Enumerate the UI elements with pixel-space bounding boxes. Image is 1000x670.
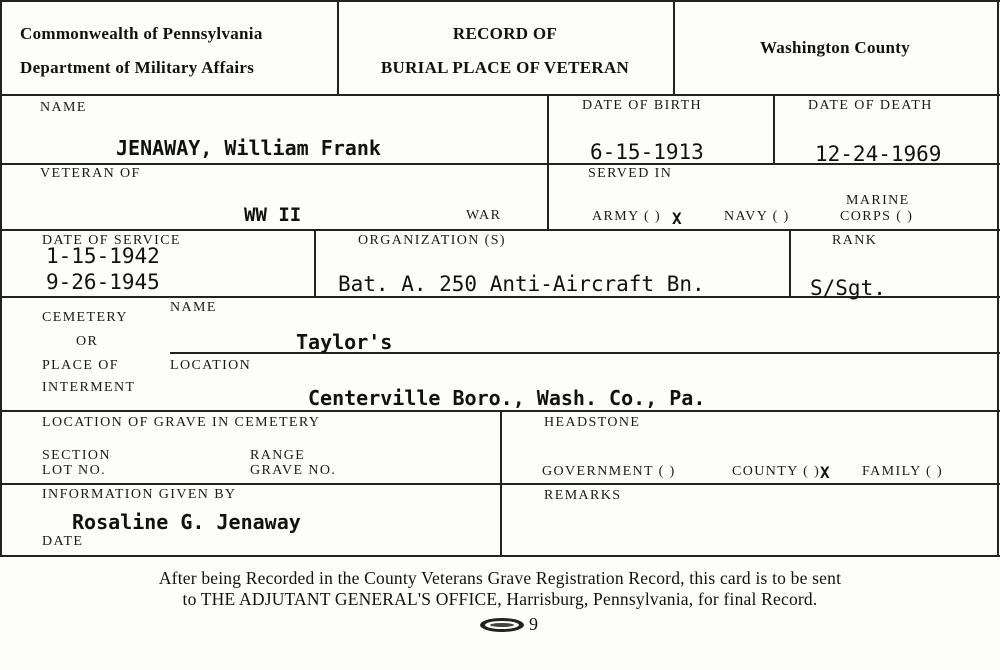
county-option: COUNTY ( ) [732,464,821,479]
service-end-value: 9-26-1945 [46,270,160,294]
range-label: RANGE [250,448,306,463]
cemetery-name-value: Taylor's [296,330,393,354]
date-of-birth-label: DATE OF BIRTH [582,98,703,113]
rule [789,229,791,296]
header-commonwealth: Commonwealth of Pennsylvania [20,24,263,43]
rule [0,0,2,555]
rule [500,410,502,555]
rule [314,229,316,296]
header-record-title-2: BURIAL PLACE OF VETERAN [380,58,630,77]
name-value: JENAWAY, William Frank [116,136,381,160]
cemetery-location-label: LOCATION [170,358,252,373]
rule [337,0,339,94]
date-of-service-label: DATE OF SERVICE [42,233,181,248]
service-start-value: 1-15-1942 [46,244,160,268]
rank-label: RANK [832,233,878,248]
organization-label: ORGANIZATION (S) [358,233,506,248]
war-label: WAR [466,208,502,223]
rule [0,94,1000,96]
navy-option: NAVY ( ) [724,209,790,224]
grave-no-label: GRAVE NO. [250,463,337,478]
marine-label: MARINE [846,193,910,208]
header-department: Department of Military Affairs [20,58,255,77]
army-checkmark: X [672,209,682,228]
information-given-by-value: Rosaline G. Jenaway [72,510,301,534]
rule [170,352,1000,354]
organization-value: Bat. A. 250 Anti-Aircraft Bn. [338,272,705,296]
form-number: 9 [529,614,539,634]
cemetery-location-value: Centerville Boro., Wash. Co., Pa. [308,386,706,410]
footer-instruction-line-2: to THE ADJUTANT GENERAL'S OFFICE, Harrisburg, Pennsylvania, for final Record. [182,589,818,609]
rank-value: S/Sgt. [810,276,886,300]
section-label: SECTION [42,448,111,463]
date-of-death-value: 12-24-1969 [815,142,942,166]
header-county: Washington County [759,38,911,57]
army-option: ARMY ( ) [592,209,662,224]
date-of-death-label: DATE OF DEATH [808,98,933,113]
veteran-of-label: VETERAN OF [40,166,141,181]
union-label-icon [478,616,526,634]
rule [773,94,775,163]
veteran-of-value: WW II [244,204,302,226]
footer-instruction-line-1: After being Recorded in the County Veterans Grave Registration Record, this card is to be sent [158,568,842,588]
county-checkmark: X [820,463,830,482]
information-given-by-label: INFORMATION GIVEN BY [42,487,237,502]
date-of-birth-value: 6-15-1913 [590,140,704,164]
rule [997,0,999,555]
interment-label: INTERMENT [42,380,136,395]
rule [0,229,1000,231]
headstone-label: HEADSTONE [544,415,641,430]
date-label: DATE [42,534,84,549]
lot-no-label: LOT NO. [42,463,106,478]
rule [547,94,549,229]
government-option: GOVERNMENT ( ) [542,464,676,479]
remarks-label: REMARKS [544,488,622,503]
family-option: FAMILY ( ) [862,464,944,479]
rule [0,555,1000,557]
cemetery-or-label: OR [76,334,99,349]
name-label: NAME [40,100,87,115]
served-in-label: SERVED IN [588,166,673,181]
header-record-title-1: RECORD OF [452,24,558,43]
rule [0,0,1000,2]
cemetery-name-label: NAME [170,300,217,315]
cemetery-label: CEMETERY [42,310,128,325]
corps-option: CORPS ( ) [840,209,914,224]
grave-location-label: LOCATION OF GRAVE IN CEMETERY [42,415,321,430]
place-of-label: PLACE OF [42,358,119,373]
